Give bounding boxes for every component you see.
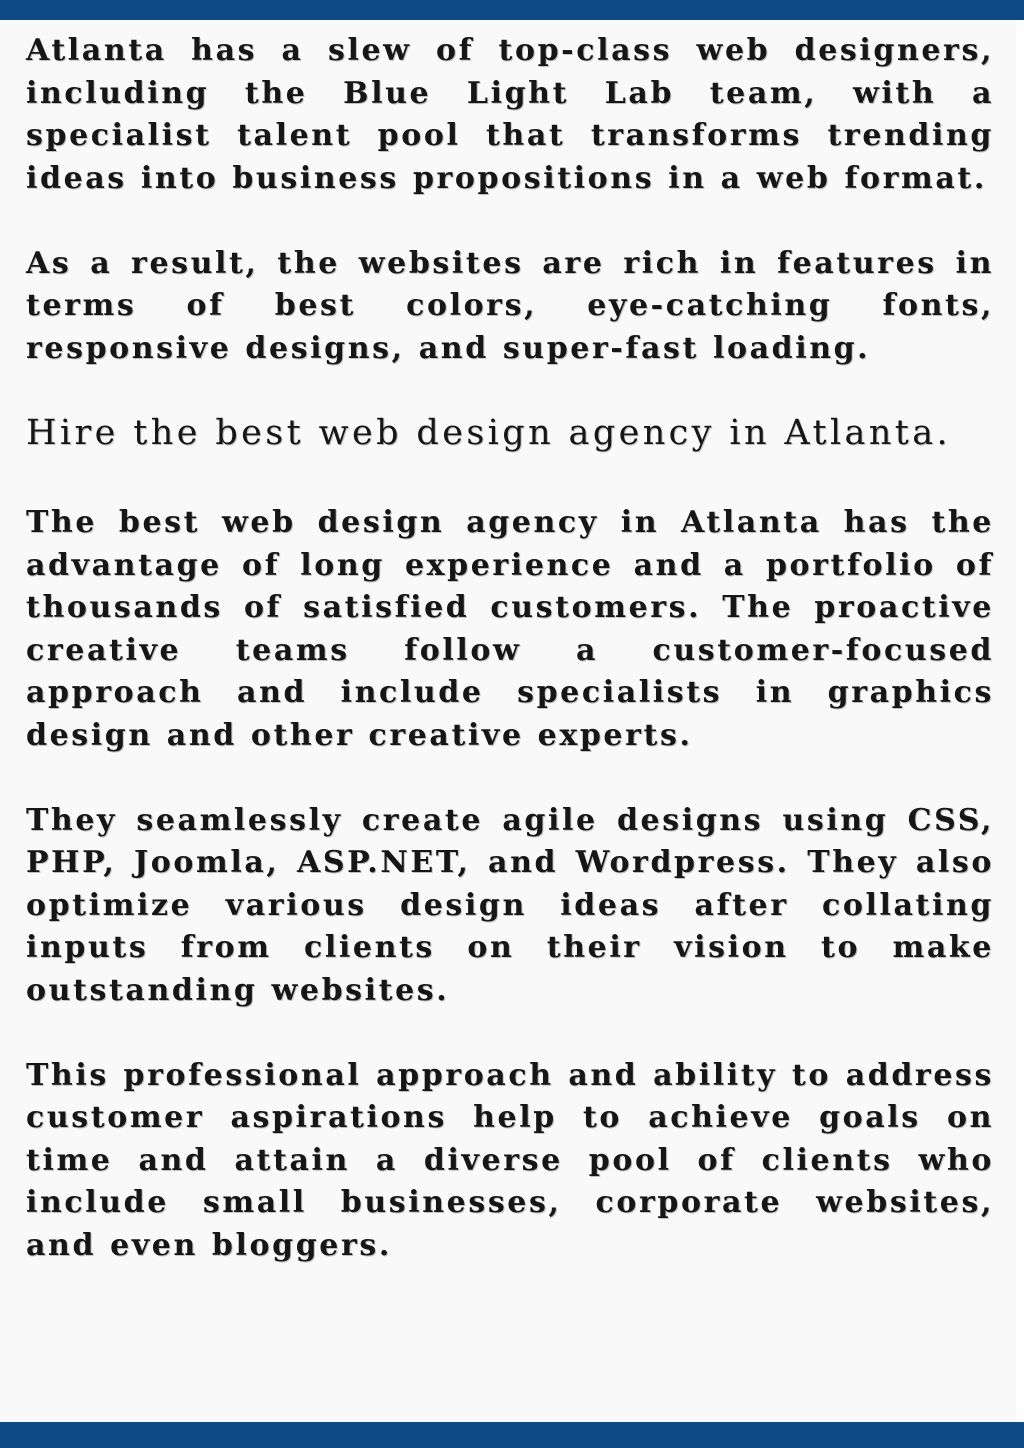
- paragraph-spacer: [26, 757, 994, 800]
- heading-spacer-bottom: [26, 458, 994, 502]
- document-body: [26, 30, 994, 1267]
- paragraph-spacer: [26, 200, 994, 243]
- top-accent-bar: [0, 0, 1024, 20]
- paragraph-features: As a result, the websites are rich in features in terms of best colors, eye-catching fonts, responsive designs, and super-fast loading.: [26, 245, 994, 366]
- bottom-accent-bar: [0, 1422, 1024, 1448]
- paragraph-agency: The best web design agency in Atlanta has the advantage of long experience and a portfolio of thousands of satisfied customers. The proactive creative teams follow a customer-focused approach and include specialists in graphics design and other creative experts.: [26, 505, 994, 753]
- heading-spacer-top: [26, 370, 994, 408]
- right-edge-strip: [1016, 20, 1024, 1422]
- paragraph-spacer: [26, 1012, 994, 1055]
- paragraph-clients: This professional approach and ability to address customer aspirations help to achieve goals on time and attain a diverse pool of clients who include small businesses, corporate websites, and even bloggers.: [26, 1057, 994, 1263]
- section-heading: Hire the best web design agency in Atlanta.: [26, 413, 952, 453]
- paragraph-technologies: They seamlessly create agile designs using CSS, PHP, Joomla, ASP.NET, and Wordpress. They also optimize various design ideas after collating inputs from clients on their vision to make outstanding websites.: [26, 802, 994, 1008]
- paragraph-intro: Atlanta has a slew of top-class web designers, including the Blue Light Lab team, with a specialist talent pool that transforms trending ideas into business propositions in a web format.: [26, 33, 994, 196]
